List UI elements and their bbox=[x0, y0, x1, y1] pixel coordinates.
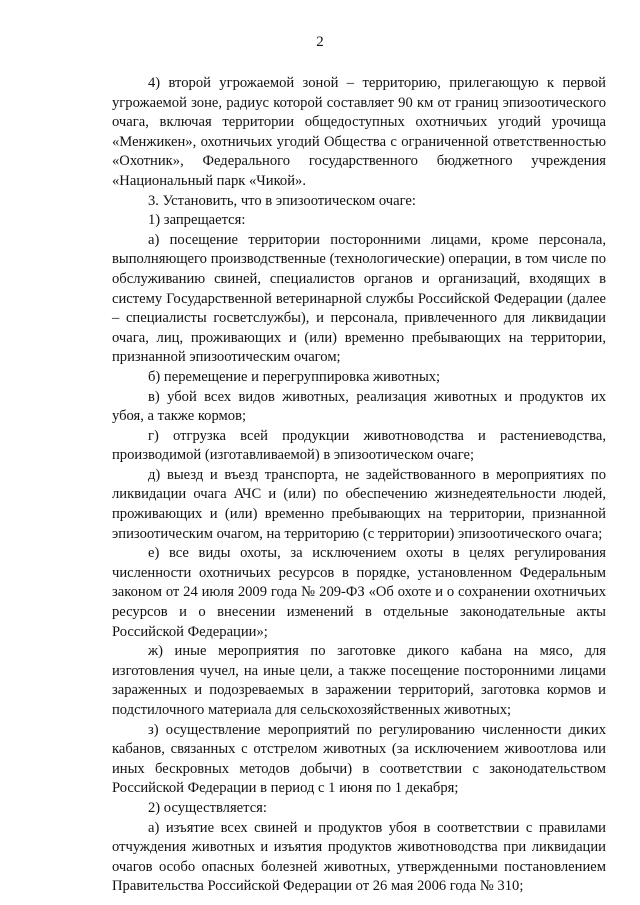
paragraph-item-v: в) убой всех видов животных, реализация животных и продуктов их убоя, а также кормов; bbox=[112, 388, 606, 425]
page-number: 2 bbox=[316, 34, 324, 50]
paragraph-item-d: д) выезд и въезд транспорта, не задействованного в мероприятиях по ликвидации очага АЧС и (или) по обеспечению жизнедеятельности людей, проживающих и (или) временно пребывающих на территории, признанной эпизоотическим очагом, на территорию (с территории) эпизоотического очага; bbox=[112, 466, 606, 542]
paragraph-item-2a: а) изъятие всех свиней и продуктов убоя в соответствии с правилами отчуждения животных и изъятия продуктов животноводства при ликвидации очагов особо опасных болезней животных, утвержденными постановлением Правительства Российской Федерации от 26 мая 2006 года № 310; bbox=[112, 819, 606, 895]
paragraph-item-zh: ж) иные мероприятия по заготовке дикого кабана на мясо, для изготовления чучел, на иные цели, а также посещение посторонними лицами зараженных и подозреваемых в заражении территорий, заготовка кормов и подстилочного материала для сельскохозяйственных животных; bbox=[112, 643, 606, 718]
paragraph-item-z: з) осуществление мероприятий по регулированию численности диких кабанов, связанных с отстрелом животных (за исключением живоотлова или иных бескровных методов добычи) в соответствии с законодательством Российской Федерации в период с 1 июня по 1 декабря; bbox=[112, 721, 606, 797]
paragraph-item-3: 3. Установить, что в эпизоотическом очаге: bbox=[148, 192, 416, 209]
paragraph-item-a: а) посещение территории посторонними лицами, кроме персонала, выполняющего производственные (технологические) операции, в том числе по обслуживанию свиней, специалистов органов и организаций, входящих в систему Государственной ветеринарной службы Российской Федерации (далее – специалисты госветслужбы), и персонала, привлеченного для ликвидации очага, лиц, проживающих и (или) временно пребывающих на территории, признанной эпизоотическим очагом; bbox=[112, 231, 606, 366]
paragraph-carried-out: 2) осуществляется: bbox=[148, 799, 267, 816]
paragraph-prohibited: 1) запрещается: bbox=[148, 212, 246, 229]
paragraph-second-threat-zone: 4) второй угрожаемой зоной – территорию, прилегающую к первой угрожаемой зоне, радиус которой составляет 90 км от границ эпизоотического очага, включая территории общедоступных охотничьих угодий урочища «Менжикен», охотничьих угодий Общества с ограниченной ответственностью «Охотник», Федерального государственного бюджетного учреждения «Национальный парк «Чикой». bbox=[112, 75, 606, 189]
paragraph-item-b: б) перемещение и перегруппировка животных; bbox=[148, 368, 441, 385]
paragraph-item-g: г) отгрузка всей продукции животноводства и растениеводства, производимой (изготавливаемой) в эпизоотическом очаге; bbox=[112, 427, 606, 464]
paragraph-item-e: е) все виды охоты, за исключением охоты в целях регулирования численности охотничьих ресурсов в порядке, установленном Федеральным законом от 24 июля 2009 года № 209-ФЗ «Об охоте и о сохранении охотничьих ресурсов и о внесении изменений в отдельные законодательные акты Российской Федерации»; bbox=[112, 545, 606, 640]
document-body bbox=[112, 74, 606, 897]
